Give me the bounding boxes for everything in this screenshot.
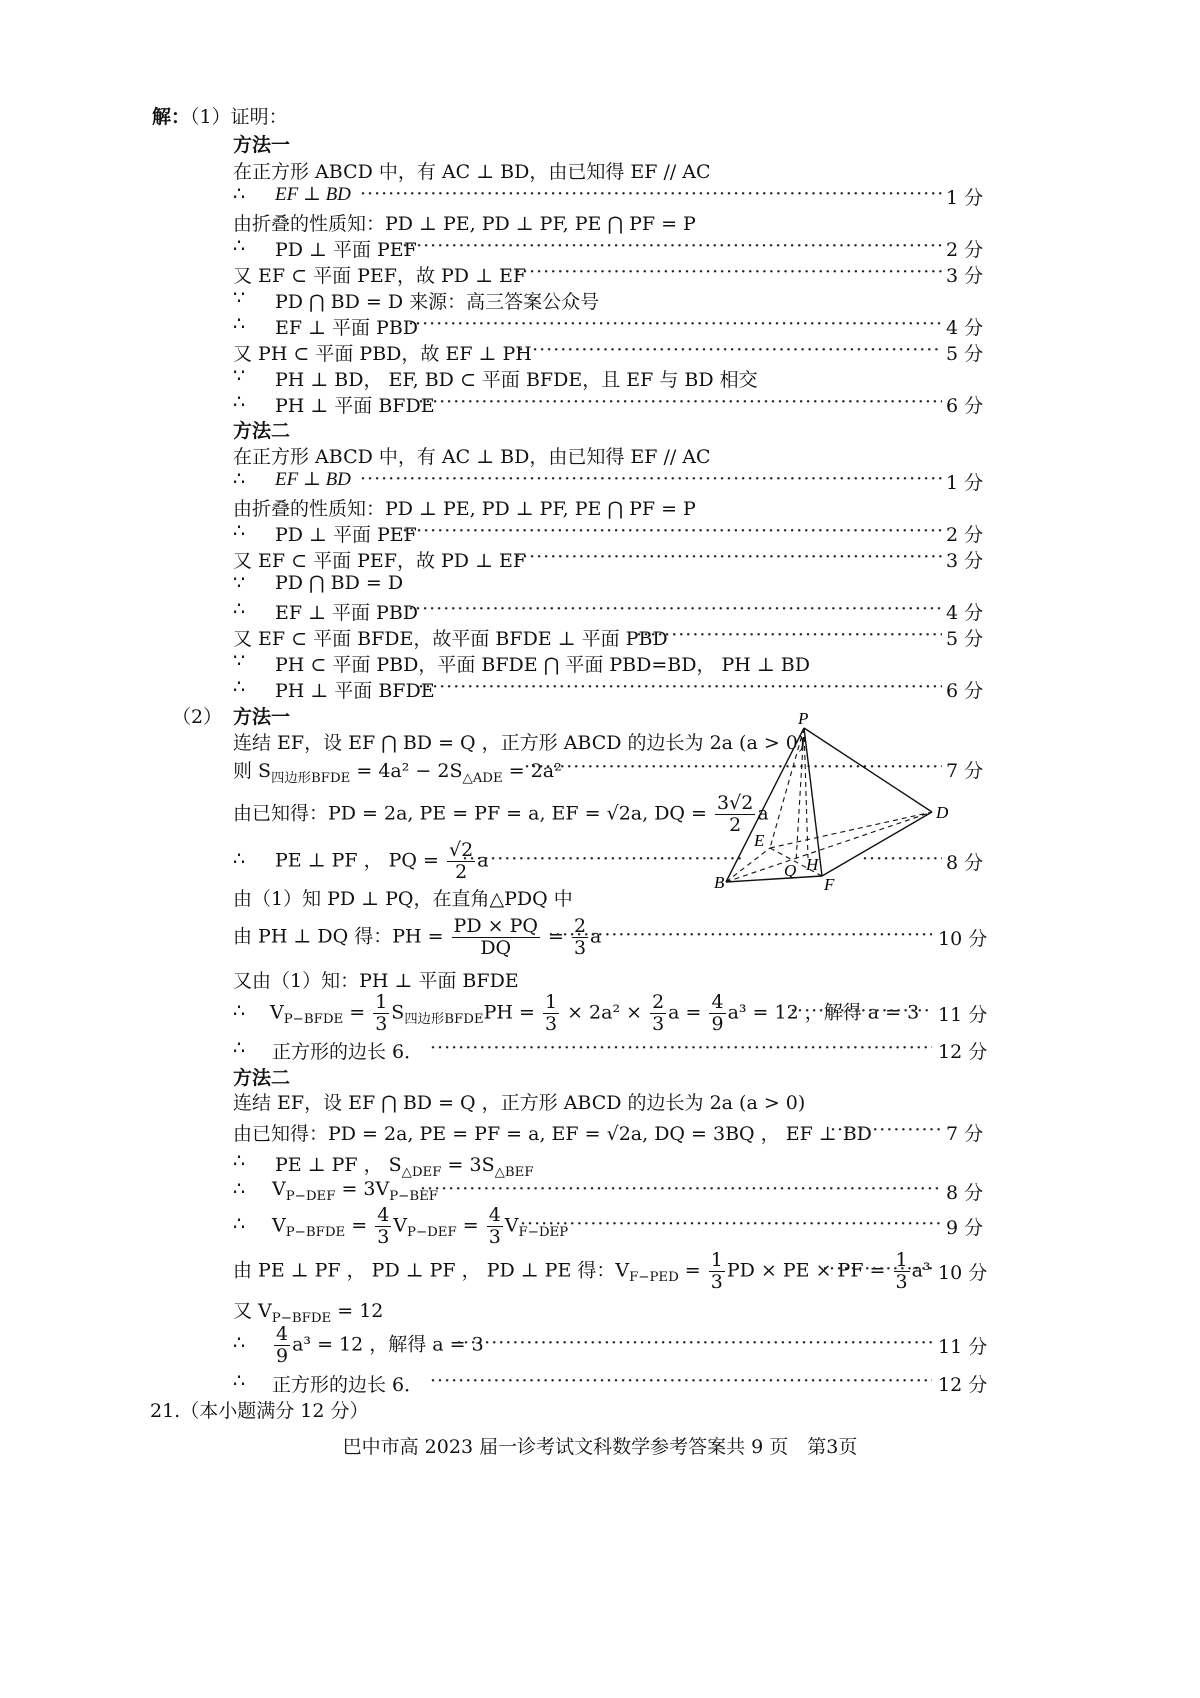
fraction: $\frac{1}{3}$ xyxy=(710,1249,723,1293)
dot-leader xyxy=(360,183,942,205)
therefore-symbol: ∴ xyxy=(233,520,246,542)
p1m1-line-10: PH ⊥ 平面 BFDE xyxy=(275,395,435,417)
part2-label: （2） xyxy=(172,706,223,728)
fraction: $\frac{4}{3}$ xyxy=(377,1204,390,1248)
p1m1-line-3: 由折叠的性质知：PD ⊥ PE, PD ⊥ PF, PE ⋂ PF = P xyxy=(233,213,696,235)
dot-leader xyxy=(418,676,942,698)
solution-header xyxy=(152,102,288,129)
part1-label: （1）证明： xyxy=(190,106,288,128)
p2m1-line-4: PE ⊥ PF ， PQ = $\frac{√2}{2}$ a xyxy=(275,839,489,883)
dot-leader xyxy=(402,520,942,542)
p1m2-line-4: PD ⊥ 平面 PEF xyxy=(275,524,417,546)
fraction: $\frac{2}{3}$ xyxy=(652,991,665,1035)
question-21-heading: 21.（本小题满分 12 分） xyxy=(150,1400,369,1422)
score-11: 11 分 xyxy=(938,1336,988,1358)
edge-BF xyxy=(726,876,822,882)
label-E: E xyxy=(754,831,765,850)
p2m1-line-5: 由（1）知 PD ⊥ PQ，在直角△PDQ 中 xyxy=(233,888,573,910)
dot-leader xyxy=(830,1119,942,1141)
because-symbol: ∵ xyxy=(233,365,246,387)
score-7: 7 分 xyxy=(946,760,984,782)
because-symbol: ∵ xyxy=(233,287,246,309)
solution-label: 解： xyxy=(152,106,191,128)
fraction: $\frac{4}{9}$ xyxy=(276,1323,289,1367)
score-1: 1 分 xyxy=(946,187,984,209)
therefore-symbol: ∴ xyxy=(233,848,246,870)
label-H: H xyxy=(806,855,819,874)
p2m2-line-7: 又 $V_{P-BFDE} = 12$ xyxy=(233,1300,384,1326)
score-8: 8 分 xyxy=(946,1182,984,1204)
p2m1-line-6: 由 PH ⊥ DQ 得：PH = $\frac{PD \times PQ}{DQ}$ = $\frac{2}{3}$ a xyxy=(233,915,602,959)
dot-leader xyxy=(548,924,932,946)
dot-leader xyxy=(408,598,942,620)
method-1-label: 方法一 xyxy=(233,134,291,156)
p1m1-line-9: PH ⊥ BD， EF, BD ⊂ 平面 BFDE，且 EF 与 BD 相交 xyxy=(275,369,758,391)
part2-method-1-label: 方法一 xyxy=(233,706,291,728)
dot-leader xyxy=(515,261,942,283)
p2m1-line-8: $V_{P-BFDE}$ = $\frac{1}{3}$ $S_{四边形BFDE}PH$ = $\frac{1}{3}$ × 2a² × $\frac{2}{3}$ a = $\frac{4}{9}$ a³ = 12 ，解得 a = 3 xyxy=(270,991,920,1035)
label-P: P xyxy=(798,709,809,728)
score-9: 9 分 xyxy=(946,1217,984,1239)
score-10: 10 分 xyxy=(938,928,988,950)
edge-BE xyxy=(726,848,770,882)
p2m2-line-2: 由已知得：PD = 2a, PE = PF = a, EF = √2a, DQ = 3BQ ， EF ⊥ BD xyxy=(233,1123,872,1145)
dot-leader xyxy=(520,1213,942,1235)
p2m2-line-3: PE ⊥ PF ， $S_{\triangle DEF} = 3S_{\triangle BEF}$ xyxy=(275,1154,534,1180)
p1m2-line-6: PD ⋂ BD = D xyxy=(275,572,404,594)
p1m1-line-6: PD ⋂ BD = D 来源：高三答案公众号 xyxy=(275,291,600,313)
score-2: 2 分 xyxy=(946,524,984,546)
fraction: $\frac{4}{3}$ xyxy=(488,1204,501,1248)
score-8: 8 分 xyxy=(946,852,984,874)
p1m1-line-4: PD ⊥ 平面 PEF xyxy=(275,239,417,261)
therefore-symbol: ∴ xyxy=(233,1000,246,1022)
score-4: 4 分 xyxy=(946,602,984,624)
therefore-symbol: ∴ xyxy=(233,468,246,490)
dot-leader xyxy=(360,468,942,490)
edge-PB xyxy=(726,728,804,882)
dot-leader xyxy=(822,1258,932,1280)
dot-leader xyxy=(518,339,942,361)
fraction: $\frac{√2}{2}$ xyxy=(449,839,474,883)
edge-ED xyxy=(770,812,932,848)
p2m1-line-9: 正方形的边长 6． xyxy=(272,1041,424,1063)
score-3: 3 分 xyxy=(946,550,984,572)
therefore-symbol: ∴ xyxy=(233,1037,246,1059)
therefore-symbol: ∴ xyxy=(233,183,246,205)
because-symbol: ∵ xyxy=(233,572,246,594)
p2m2-line-8: $\frac{4}{9}$ a³ = 12 ，解得 a = 3 xyxy=(276,1323,484,1367)
p2m1-line-1: 连结 EF，设 EF ⋂ BD = Q ，正方形 ABCD 的边长为 2a (a > 0) xyxy=(233,732,806,754)
therefore-symbol: ∴ xyxy=(233,1332,246,1354)
score-3: 3 分 xyxy=(946,265,984,287)
part2-method-2-label: 方法二 xyxy=(233,1067,291,1089)
p2m2-line-9: 正方形的边长 6． xyxy=(272,1374,424,1396)
fraction: $\frac{4}{9}$ xyxy=(711,991,724,1035)
score-5: 5 分 xyxy=(946,628,984,650)
score-1: 1 分 xyxy=(946,472,984,494)
score-2: 2 分 xyxy=(946,239,984,261)
therefore-symbol: ∴ xyxy=(233,235,246,257)
dot-leader xyxy=(636,624,942,646)
score-4: 4 分 xyxy=(946,317,984,339)
score-12: 12 分 xyxy=(938,1041,988,1063)
p1m2-line-2: EF ⊥ BD xyxy=(275,469,351,490)
dot-leader xyxy=(430,1037,932,1059)
therefore-symbol: ∴ xyxy=(233,1150,246,1172)
p1m1-line-7: EF ⊥ 平面 PBD xyxy=(275,317,419,339)
therefore-symbol: ∴ xyxy=(233,676,246,698)
therefore-symbol: ∴ xyxy=(233,313,246,335)
edge-PE xyxy=(770,728,804,848)
score-5: 5 分 xyxy=(946,343,984,365)
p1m1-line-8: 又 PH ⊂ 平面 PBD，故 EF ⊥ PH xyxy=(233,343,532,365)
fraction: $\frac{1}{3}$ xyxy=(544,991,558,1035)
fraction: $\frac{1}{3}$ xyxy=(375,991,388,1035)
label-F: F xyxy=(824,875,835,894)
fraction: $\frac{2}{3}$ xyxy=(573,915,587,959)
p1m1-line-2: EF ⊥ BD xyxy=(275,184,351,205)
fraction: $\frac{PD \times PQ}{DQ}$ xyxy=(453,915,538,959)
dot-leader xyxy=(790,1000,932,1022)
fraction: $\frac{3√2}{2}$ xyxy=(717,792,754,836)
p1m2-line-5: 又 EF ⊂ 平面 PEF，故 PD ⊥ EF xyxy=(233,550,527,572)
because-symbol: ∵ xyxy=(233,650,246,672)
p2m1-line-3: 由已知得：PD = 2a, PE = PF = a, EF = √2a, DQ = $\frac{3√2}{2}$ a xyxy=(233,792,769,836)
p2m2-line-1: 连结 EF，设 EF ⋂ BD = Q ，正方形 ABCD 的边长为 2a (a > 0) xyxy=(233,1092,806,1114)
p1m2-line-3: 由折叠的性质知：PD ⊥ PE, PD ⊥ PF, PE ⋂ PF = P xyxy=(233,498,696,520)
score-7: 7 分 xyxy=(946,1123,984,1145)
p2m1-line-7: 又由（1）知：PH ⊥ 平面 BFDE xyxy=(233,970,519,992)
p1m2-line-8: 又 EF ⊂ 平面 BFDE，故平面 BFDE ⊥ 平面 PBD xyxy=(233,628,668,650)
therefore-symbol: ∴ xyxy=(233,1370,246,1392)
therefore-symbol: ∴ xyxy=(233,1213,246,1235)
p1m1-line-5: 又 EF ⊂ 平面 PEF，故 PD ⊥ EF xyxy=(233,265,527,287)
edge-PD xyxy=(804,728,932,812)
dot-leader xyxy=(402,235,942,257)
dot-leader xyxy=(408,313,942,335)
dot-leader xyxy=(430,1370,932,1392)
label-D: D xyxy=(936,803,949,822)
score-10: 10 分 xyxy=(938,1262,988,1284)
p2m2-line-5: $V_{P-BFDE}$ = $\frac{4}{3}$ $V_{P-DEF}$ = $\frac{4}{3}$ $V_{F-DEP}$ xyxy=(272,1204,569,1248)
therefore-symbol: ∴ xyxy=(233,598,246,620)
p1m2-line-7: EF ⊥ 平面 PBD xyxy=(275,602,419,624)
p1m2-line-10: PH ⊥ 平面 BFDE xyxy=(275,680,435,702)
therefore-symbol: ∴ xyxy=(233,1178,246,1200)
pyramid-figure xyxy=(700,708,960,898)
p1m1-line-1: 在正方形 ABCD 中，有 AC ⊥ BD，由已知得 EF // AC xyxy=(233,161,711,183)
dot-leader xyxy=(456,1332,932,1354)
therefore-symbol: ∴ xyxy=(233,391,246,413)
dot-leader xyxy=(418,391,942,413)
p2m2-line-6: 由 PE ⊥ PF ， PD ⊥ PF ， PD ⊥ PE 得：$V_{F-PED}$ = $\frac{1}{3}$ PD × PE × PF = $\frac{1}{3}$ a³ xyxy=(233,1249,931,1293)
page-footer: 巴中市高 2023 届一诊考试文科数学参考答案共 9 页 第3页 xyxy=(342,1436,858,1458)
dot-leader xyxy=(515,546,942,568)
label-Q: Q xyxy=(784,861,797,880)
label-B: B xyxy=(714,873,725,892)
p2m2-line-4: $V_{P-DEF} = 3V_{P-BEF}$ xyxy=(272,1178,439,1204)
p2m1-line-2: 则 $S_{四边形BFDE} = 4a^2 - 2S_{\triangle ADE} = 2a^2$ xyxy=(233,760,562,786)
score-12: 12 分 xyxy=(938,1374,988,1396)
fraction: $\frac{1}{3}$ xyxy=(895,1249,908,1293)
p1m2-line-9: PH ⊂ 平面 PBD，平面 BFDE ⋂ 平面 PBD=BD， PH ⊥ BD xyxy=(275,654,810,676)
p1m2-line-1: 在正方形 ABCD 中，有 AC ⊥ BD，由已知得 EF // AC xyxy=(233,446,711,468)
score-6: 6 分 xyxy=(946,680,984,702)
method-2-label: 方法二 xyxy=(233,420,291,442)
score-6: 6 分 xyxy=(946,395,984,417)
score-11: 11 分 xyxy=(938,1004,988,1026)
dot-leader xyxy=(420,1178,942,1200)
